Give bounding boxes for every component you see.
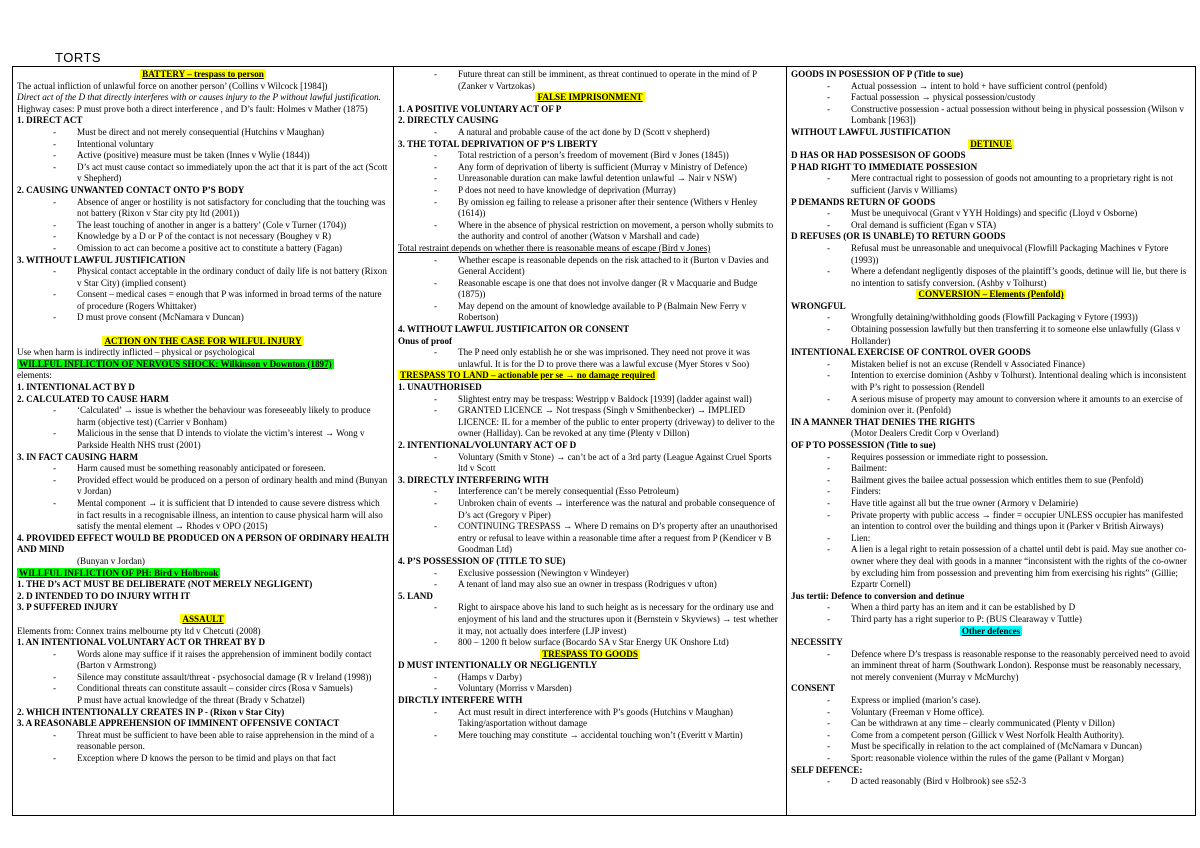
- column-1: [13, 67, 393, 815]
- bullet-point: - Intention to exercise dominion (Ashby v Tolhurst). Intentional dealing which is inconsistent with P’s right to possession (Rendell: [791, 370, 1191, 393]
- bullet-point: - Where a defendant negligently disposes of the plaintiff’s goods, detinue will lie, but there is no intention to satisfy conversion. (Ashby v Tolhurst): [791, 266, 1191, 289]
- bullet-point: - The least touching of another in anger is a battery’ (Cole v Turner (1704)): [17, 220, 389, 232]
- bullet-point: - Exclusive possession (Newington v Windeyer): [398, 568, 782, 580]
- bullet-point: - Refusal must be unreasonable and unequivocal (Flowfill Packaging Machines v Fytore (1993)): [791, 243, 1191, 266]
- element-heading: 3. WITHOUT LAWFUL JUSTIFICATION: [17, 254, 186, 265]
- bullet-point: - Actual possession → intent to hold + have sufficient control (penfold): [791, 81, 1191, 93]
- bullet-point: - D’s act must cause contact so immediately upon the act that it is part of the act (Scott v Shepherd): [17, 162, 389, 185]
- bullet-point: (Motor Dealers Credit Corp v Overland): [851, 428, 999, 439]
- element-heading: P DEMANDS RETURN OF GOODS: [791, 196, 936, 207]
- bullet-point: - Mere touching may constitute → accidental touching won’t (Everitt v Martin): [398, 730, 782, 742]
- note-line: Highway cases: P must prove both a direct interference , and D’s fault: Holmes v Mather (1875): [17, 103, 368, 114]
- bullet-point: - Have title against all but the true owner (Armory v Delamirie): [791, 498, 1191, 510]
- bullet-point: - Wrongfully detaining/withholding goods (Flowfill Packaging v Fytore (1993)): [791, 312, 1191, 324]
- bullet-point: - Third party has a right superior to P: (BUS Clearaway v Tuttle): [791, 614, 1191, 626]
- column-3: [786, 67, 1195, 815]
- element-heading: 3. DIRECTLY INTERFERING WITH: [398, 474, 549, 485]
- element-heading: 1. INTENTIONAL ACT BY D: [17, 382, 135, 393]
- bullet-point: - CONTINUING TRESPASS → Where D remains on D’s property after an unauthorised entry or refusal to leave within a reasonable time after a request from P (Kendicer v B Goodman Ltd): [398, 521, 782, 556]
- bullet-point: - Total restriction of a person’s freedom of movement (Bird v Jones (1845)): [398, 150, 782, 162]
- column-2: [393, 67, 786, 815]
- note-line: elements:: [17, 370, 52, 381]
- element-heading: Onus of proof: [398, 335, 453, 346]
- bullet-point: - Mental component → it is sufficient that D intended to cause severe distress which in fact results in a recognisable illness, an intention to cause physical harm will also satisfy the mental element → Rhodes v OPO (2015): [17, 498, 389, 533]
- bullet-point: - Consent – medical cases = enough that P was informed in broad terms of the nature of procedure (Rogers Whittaker): [17, 289, 389, 312]
- bullet-point: - Lien:: [791, 533, 1191, 545]
- bullet-point: - Constructive possession - actual possession without being in physical possession (Wilson v Lombank [1963]): [791, 104, 1191, 127]
- bullet-point: - Must be specifically in relation to the act complained of (McNamara v Duncan): [791, 741, 1191, 753]
- section-heading: [791, 289, 1191, 301]
- element-heading: 3. P SUFFERED INJURY: [17, 602, 119, 613]
- bullet-point: - Must be direct and not merely consequential (Hutchins v Maughan): [17, 127, 389, 139]
- bullet-point: - Omission to act can become a positive act to constitute a battery (Fagan): [17, 243, 389, 255]
- bullet-point: - Right to airspace above his land to such height as is necessary for the ordinary use and enjoyment of his land and the structures upon it (Bernstein v Skyviews) → test whether it may, not actually does interfere (LJP invest): [398, 602, 782, 637]
- element-heading: 1. A POSITIVE VOLUNTARY ACT OF P: [398, 103, 562, 114]
- page-title: TORTS: [55, 50, 102, 65]
- bullet-point: - Provided effect would be produced on a person of ordinary health and mind (Bunyan v Jordan): [17, 475, 389, 498]
- bullet-point: - Malicious in the sense that D intends to violate the victim’s interest → Wong v Parkside Health NHS trust (2001): [17, 428, 389, 451]
- bullet-point: - Bailment:: [791, 463, 1191, 475]
- bullet-point: - Reasonable escape is one that does not involve danger (R v Macquarie and Budge (1875)): [398, 278, 782, 301]
- element-heading: 1. THE D’s ACT MUST BE DELIBERATE (NOT MERELY NEGLIGENT): [17, 579, 313, 590]
- bullet-point: - Harm caused must be something reasonably anticipated or foreseen.: [17, 463, 389, 475]
- bullet-point: - D must prove consent (McNamara v Duncan): [17, 312, 389, 324]
- element-heading: CONSENT: [791, 683, 836, 694]
- bullet-point: - Come from a competent person (Gillick v West Norfolk Health Authority).: [791, 730, 1191, 742]
- element-heading: NECESSITY: [791, 637, 843, 648]
- bullet-point: - Act must result in direct interference with P’s goods (Hutchins v Maughan) Taking/asportation without damage: [398, 707, 782, 730]
- highlighted-heading: WILLFUL INFLICTION OF NERVOUS SHOCK: Wilkinson v Downton (1897): [19, 358, 332, 369]
- bullet-point: - ‘Calculated’ → issue is whether the behaviour was foreseeably likely to produce harm (objective test) (Carrier v Bonham): [17, 405, 389, 428]
- bullet-point: - Finders:: [791, 486, 1191, 498]
- bullet-point: - A tenant of land may also sue an owner in trespass (Rodrigues v ufton): [398, 579, 782, 591]
- highlighted-heading: WILLFUL INFLICTION OF PH: Bird v Holbrook: [19, 567, 219, 578]
- highlighted-heading: Other defences: [961, 625, 1021, 636]
- bullet-point: - Slightest entry may be trespass: Westripp v Baldock [1939] (ladder against wall): [398, 394, 782, 406]
- section-heading: [17, 336, 389, 348]
- bullet-point: - GRANTED LICENCE → Not trespass (Singh v Smithenbecker) → IMPLIED LICENCE: IL for a member of the public to enter property (driveway) to deliver to the owner (Halliday). Can be revoked at any time (Plenty v Dillon): [398, 405, 782, 440]
- bullet-point: - Where in the absence of physical restriction on movement, a person wholly submits to the authority and control of another (Watson v Marshall and cade): [398, 220, 782, 243]
- bullet-point: - Silence may constitute assault/threat - psychosocial damage (R v Ireland (1998)): [17, 672, 389, 684]
- element-heading: INTENTIONAL EXERCISE OF CONTROL OVER GOODS: [791, 347, 1031, 358]
- bullet-point: - Can be withdrawn at any time – clearly communicated (Plenty v Dillon): [791, 718, 1191, 730]
- element-heading: 4. WITHOUT LAWFUL JUSTIFICAITON OR CONSENT: [398, 324, 630, 335]
- element-heading: D REFUSES (OR IS UNABLE) TO RETURN GOODS: [791, 231, 1006, 242]
- bullet-point: - Interference can’t be merely consequential (Esso Petroleum): [398, 486, 782, 498]
- element-heading: 2. CALCULATED TO CAUSE HARM: [17, 393, 169, 404]
- section-heading: [17, 614, 389, 626]
- bullet-point: - Words alone may suffice if it raises the apprehension of imminent bodily contact (Barton v Armstrong): [17, 649, 389, 672]
- element-heading: WITHOUT LAWFUL JUSTIFICATION: [791, 126, 951, 137]
- bullet-point: - Exception where D knows the person to be timid and plays on that fact: [17, 753, 389, 765]
- bullet-point: - Obtaining possession lawfully but then transferring it to someone else unlawfully (Glass v Hollander): [791, 324, 1191, 347]
- element-heading: 1. DIRECT ACT: [17, 115, 83, 126]
- highlighted-heading: BATTERY – trespass to person: [142, 69, 264, 79]
- note-line: Elements from: Connex trains melbourne pty ltd v Chetcuti (2008): [17, 625, 261, 636]
- bullet-point: - A serious misuse of property may amount to conversion where it amounts to an exercise of dominion over it. (Penfold): [791, 394, 1191, 417]
- bullet-point: - By omission eg failing to release a prisoner after their sentence (Withers v Henley (1614)): [398, 197, 782, 220]
- note-line: [17, 324, 389, 336]
- element-heading: D MUST INTENTIONALLY OR NEGLIGENTLY: [398, 660, 598, 671]
- element-heading: D HAS OR HAD POSSESISON OF GOODS: [791, 150, 966, 161]
- bullet-point: (Bunyan v Jordan): [77, 555, 145, 566]
- note-line: Use when harm is indirectly inflicted – physical or psychological: [17, 347, 255, 358]
- element-heading: 3. A REASONABLE APPREHENSION OF IMMINENT OFFENSIVE CONTACT: [17, 718, 340, 729]
- note-line: Total restraint depends on whether there is reasonable means of escape (Bird v Jones): [398, 242, 711, 253]
- bullet-point: - Private property with public access → finder = occupier UNLESS occupier has manifested an intention to control over the building and things upon it (Parker v British Airways): [791, 510, 1191, 533]
- bullet-point: - Factual possession → physical possession/custody: [791, 92, 1191, 104]
- bullet-point: - Physical contact acceptable in the ordinary conduct of daily life is not battery (Rixon v Star City) (implied consent): [17, 266, 389, 289]
- element-heading: 2. D INTENDED TO DO INJURY WITH IT: [17, 590, 191, 601]
- bullet-point: - Absence of anger or hostility is not satisfactory for concluding that the touching was not battery (Rixon v Star city pty ltd (2001)): [17, 197, 389, 220]
- bullet-point: - 800 – 1200 ft below surface (Bocardo SA v Star Energy UK Onshore Ltd): [398, 637, 782, 649]
- bullet-point: - Bailment gives the bailee actual possession which entitles them to sue (Penfold): [791, 475, 1191, 487]
- bullet-point: - Oral demand is sufficient (Egan v STA): [791, 220, 1191, 232]
- element-heading: 3. IN FACT CAUSING HARM: [17, 451, 139, 462]
- bullet-point: - Future threat can still be imminent, as threat continued to operate in the mind of P (Zanker v Vartzokas): [398, 69, 782, 92]
- section-heading: [398, 649, 782, 661]
- element-heading: 1. AN INTENTIONAL VOLUNTARY ACT OR THREAT BY D: [17, 637, 266, 648]
- element-heading: 2. WHICH INTENTIONALLY CREATES IN P - (Rixon v Star City): [17, 706, 285, 717]
- note-line: Direct act of the D that directly interferes with or causes injury to the P without lawful justification.: [17, 92, 381, 103]
- element-heading: OF P TO POSSESSION (Title to sue): [791, 440, 936, 450]
- bullet-point: - Threat must be sufficient to have been able to raise apprehension in the mind of a reasonable person.: [17, 730, 389, 753]
- bullet-point: - When a third party has an item and it can be established by D: [791, 602, 1191, 614]
- section-heading: [398, 370, 782, 382]
- notes-sheet: [12, 66, 1196, 816]
- highlighted-heading: CONVERSION – Elements (Penfold): [918, 289, 1064, 300]
- element-heading: 2. CAUSING UNWANTED CONTACT ONTO P’S BODY: [17, 184, 245, 195]
- bullet-point: - Voluntary (Morriss v Marsden): [398, 683, 782, 695]
- element-heading: 4. P’S POSSESSION OF (TITLE TO SUE): [398, 555, 566, 566]
- section-heading: [17, 69, 389, 81]
- highlighted-heading: TRESPASS TO GOODS: [542, 648, 638, 659]
- bullet-point: - Express or implied (marion’s case).: [791, 695, 1191, 707]
- bullet-point: - Unbroken chain of events → interference was the natural and probable consequence of D’s act (Gregory v Piper): [398, 498, 782, 521]
- section-heading: [17, 359, 389, 371]
- element-heading: 4. PROVIDED EFFECT WOULD BE PRODUCED ON A PERSON OF ORDINARY HEALTH AND MIND: [17, 532, 391, 555]
- bullet-point: - Knowledge by a D or P of the contact is not necessary (Boughey v R): [17, 231, 389, 243]
- bullet-point: - Any form of deprivation of liberty is sufficient (Murray v Ministry of Defence): [398, 162, 782, 174]
- bullet-point: P must have actual knowledge of the threat (Brady v Schatzel): [77, 695, 305, 706]
- bullet-point: - D acted reasonably (Bird v Holbrook) see s52-3: [791, 776, 1191, 788]
- highlighted-heading: DETINUE: [970, 138, 1012, 149]
- bullet-point: - Whether escape is reasonable depends on the risk attached to it (Burton v Davies and General Accident): [398, 255, 782, 278]
- bullet-point: - Conditional threats can constitute assault – consider circs (Rosa v Samuels): [17, 683, 389, 695]
- element-heading: 5. LAND: [398, 590, 433, 601]
- bullet-point: - P does not need to have knowledge of deprivation (Murray): [398, 185, 782, 197]
- note-line: The actual infliction of unlawful force on another person’ (Collins v Wilcock [1984]): [17, 80, 328, 91]
- highlighted-heading: TRESPASS TO LAND – actionable per se → no damage required: [400, 370, 656, 381]
- element-heading: 3. THE TOTAL DEPRIVATION OF P’S LIBERTY: [398, 138, 598, 149]
- bullet-point: - Intentional voluntary: [17, 139, 389, 151]
- bullet-point: - The P need only establish he or she was imprisoned. They need not prove it was unlawful. It is for the D to prove there was a lawful excuse (Myer Stores v Soo): [398, 347, 782, 370]
- bullet-point: - (Hamps v Darby): [398, 672, 782, 684]
- bullet-point: - Unreasonable duration can make lawful detention unlawful → Nair v NSW): [398, 173, 782, 185]
- bullet-point: - Voluntary (Freeman v Home office).: [791, 707, 1191, 719]
- element-heading: Jus tertii: Defence to conversion and detinue: [791, 590, 965, 601]
- bullet-point: - Active (positive) measure must be taken (Innes v Wylie (1844)): [17, 150, 389, 162]
- bullet-point: - Voluntary (Smith v Stone) → can’t be act of a 3rd party (League Against Cruel Sports ltd v Scott: [398, 452, 782, 475]
- bullet-point: - Sport: reasonable violence within the rules of the game (Pallant v Morgan): [791, 753, 1191, 765]
- element-heading: IN A MANNER THAT DENIES THE RIGHTS: [791, 416, 975, 427]
- bullet-point: - Mistaken belief is not an excuse (Rendell v Associated Finance): [791, 359, 1191, 371]
- section-heading: [398, 92, 782, 104]
- section-heading: [791, 626, 1191, 638]
- bullet-point: - Defence where D’s trespass is reasonable response to the reasonably perceived need to avoid an imminent threat of harm (Southwark London). Response must be reasonably necessary, not merely convenient (Murray v McMurchy): [791, 649, 1191, 684]
- highlighted-heading: ASSAULT: [182, 613, 224, 624]
- section-heading: [791, 139, 1191, 151]
- bullet-point: - Must be unequivocal (Grant v YYH Holdings) and specific (Lloyd v Osborne): [791, 208, 1191, 220]
- section-heading: [17, 568, 389, 580]
- bullet-point: - Mere contractual right to possession of goods not amounting to a proprietary right is not sufficient (Jarvis v Williams): [791, 173, 1191, 196]
- highlighted-heading: ACTION ON THE CASE FOR WILFUL INJURY: [104, 335, 302, 346]
- element-heading: 2. DIRECTLY CAUSING: [398, 115, 499, 126]
- highlighted-heading: FALSE IMPRISONMENT: [537, 92, 643, 103]
- element-heading: 2. INTENTIONAL/VOLUNTARY ACT OF D: [398, 440, 577, 450]
- bullet-point: - A natural and probable cause of the act done by D (Scott v shepherd): [398, 127, 782, 139]
- element-heading: GOODS IN POSESSION OF P (Title to sue): [791, 69, 964, 79]
- element-heading: P HAD RIGHT TO IMMEDIATE POSSESION: [791, 161, 978, 172]
- element-heading: 1. UNAUTHORISED: [398, 382, 482, 393]
- bullet-point: - May depend on the amount of knowledge available to P (Balmain New Ferry v Robertson): [398, 301, 782, 324]
- element-heading: DIRCTLY INTERFERE WITH: [398, 695, 523, 706]
- element-heading: WRONGFUL: [791, 300, 846, 311]
- bullet-point: - A lien is a legal right to retain possession of a chattel until debt is paid. May sue another co-owner where they deal with goods in a manner “inconsistent with the rights of the co-owner by excluding him from possession and preventing him from exercising his rights” (Gillie; Ezpartr Cornell): [791, 544, 1191, 590]
- element-heading: SELF DEFENCE:: [791, 764, 863, 775]
- bullet-point: - Requires possession or immediate right to possession.: [791, 452, 1191, 464]
